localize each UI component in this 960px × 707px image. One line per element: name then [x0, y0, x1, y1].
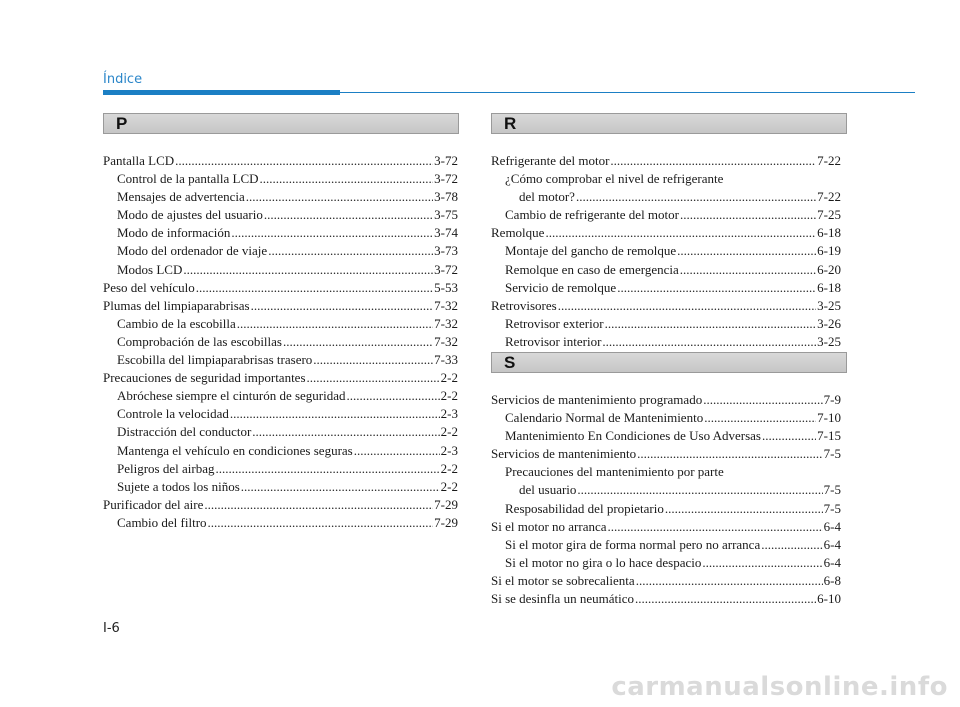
index-entry[interactable] — [103, 170, 458, 188]
index-page-ref: 7-22 — [817, 189, 841, 205]
section-letter-r: R — [504, 114, 517, 133]
index-entry-text: Si el motor gira de forma normal pero no arranca — [505, 536, 761, 552]
index-entry[interactable] — [103, 387, 458, 405]
index-entry[interactable] — [103, 514, 458, 532]
index-page-ref: 7-22 — [817, 153, 841, 168]
index-entry-text: Escobilla del limpiaparabrisas trasero — [117, 352, 313, 368]
index-page-ref: 2-3 — [440, 442, 458, 458]
leader-dots — [680, 261, 816, 279]
index-entry[interactable] — [103, 224, 458, 242]
index-entry-text: Modo de ajustes del usuario — [117, 207, 263, 223]
index-entry-text: Servicios de mantenimiento programado — [491, 392, 703, 407]
index-entry-text: Retrovisores — [491, 297, 557, 313]
index-page-ref: 7-29 — [434, 496, 458, 512]
index-page-ref: 5-53 — [434, 279, 458, 295]
index-entry-text: Si se desinfla un neumático — [491, 591, 634, 607]
index-entry-text: Distracción del conductor — [117, 424, 252, 440]
index-entry-text: Peso del vehículo — [103, 279, 195, 295]
index-entry-heading: ¿Cómo comprobar el nivel de refrigerante — [505, 171, 724, 187]
leader-dots — [237, 315, 433, 333]
index-entry-text: Purificador del aire — [103, 496, 204, 512]
index-entry[interactable] — [103, 261, 458, 279]
leader-dots — [241, 478, 440, 496]
index-page-ref: 6-8 — [823, 572, 841, 588]
leader-dots — [704, 409, 816, 427]
index-page-ref: 7-32 — [434, 315, 458, 331]
index-entry[interactable] — [103, 279, 458, 297]
index-column-p — [103, 152, 458, 532]
index-entry-text: Cambio de refrigerante del motor — [505, 207, 679, 223]
index-page-ref: 3-72 — [434, 153, 458, 168]
index-entry[interactable] — [491, 261, 841, 279]
index-entry[interactable] — [103, 405, 458, 423]
index-entry-text: Remolque — [491, 225, 545, 241]
index-entry-text: Mensajes de advertencia — [117, 189, 245, 205]
index-entry[interactable] — [491, 518, 841, 536]
index-entry-text: Cambio de la escobilla — [117, 315, 236, 331]
index-entry[interactable] — [103, 496, 458, 514]
index-page-ref: 7-5 — [823, 500, 841, 516]
index-column-s — [491, 391, 841, 608]
index-entry-text: del usuario — [519, 482, 577, 498]
leader-dots — [602, 333, 816, 351]
index-page-ref: 3-78 — [434, 189, 458, 205]
index-entry-text: Comprobación de las escobillas — [117, 333, 282, 349]
index-entry[interactable] — [103, 351, 458, 369]
leader-dots — [231, 224, 433, 242]
index-page-ref: 7-25 — [817, 207, 841, 223]
leader-dots — [283, 333, 433, 351]
index-page-ref: 7-5 — [823, 446, 841, 462]
index-entry-text: Si el motor no arranca — [491, 518, 607, 534]
index-page-ref: 7-9 — [823, 392, 841, 407]
index-entry[interactable] — [103, 442, 458, 460]
leader-dots — [636, 572, 823, 590]
index-page-ref: 3-25 — [817, 297, 841, 313]
section-header-p — [103, 113, 459, 134]
index-page-ref: 6-19 — [817, 243, 841, 259]
leader-dots — [347, 387, 440, 405]
leader-dots — [610, 152, 816, 170]
index-entry-text: Retrovisor exterior — [505, 315, 604, 331]
index-entry[interactable] — [491, 409, 841, 427]
index-entry[interactable] — [491, 297, 841, 315]
index-page-ref: 7-32 — [434, 333, 458, 349]
index-entry[interactable] — [491, 279, 841, 297]
leader-dots — [208, 514, 434, 532]
index-entry[interactable] — [491, 224, 841, 242]
leader-dots — [703, 391, 822, 409]
index-entry-text: del motor? — [519, 189, 575, 205]
index-entry[interactable] — [491, 206, 841, 224]
leader-dots — [313, 351, 433, 369]
index-entry[interactable] — [491, 242, 841, 260]
index-column-r — [491, 152, 841, 351]
index-page-ref: 2-2 — [440, 460, 458, 476]
index-page-ref: 3-26 — [817, 315, 841, 331]
leader-dots — [183, 261, 433, 279]
header-rule-thin — [340, 92, 915, 93]
index-page-ref: 2-2 — [440, 424, 458, 440]
index-entry-text: Refrigerante del motor — [491, 153, 610, 168]
index-entry-text: Sujete a todos los niños — [117, 478, 240, 494]
index-page-ref: 6-18 — [817, 225, 841, 241]
index-entry-text: Si el motor se sobrecalienta — [491, 572, 635, 588]
index-entry-text: Abróchese siempre el cinturón de seguridad — [117, 388, 346, 404]
index-entry-text: Modo del ordenador de viaje — [117, 243, 268, 259]
section-letter-s: S — [504, 353, 516, 372]
leader-dots — [215, 460, 439, 478]
index-entry-heading: Precauciones del mantenimiento por parte — [505, 464, 724, 480]
index-entry[interactable] — [491, 315, 841, 333]
leader-dots — [702, 554, 822, 572]
leader-dots — [354, 442, 440, 460]
leader-dots — [545, 224, 816, 242]
index-page-ref: 2-2 — [440, 388, 458, 404]
index-page-ref: 3-75 — [434, 207, 458, 223]
index-page-ref: 3-73 — [434, 243, 458, 259]
index-entry[interactable] — [103, 188, 458, 206]
index-entry-text: Mantenga el vehículo en condiciones seguras — [117, 442, 353, 458]
index-entry[interactable] — [103, 333, 458, 351]
index-page-ref: 3-72 — [434, 261, 458, 277]
index-entry[interactable] — [491, 481, 841, 499]
leader-dots — [251, 297, 434, 315]
leader-dots — [252, 423, 439, 441]
section-header-s — [491, 352, 847, 373]
index-entry[interactable] — [491, 333, 841, 351]
index-page-ref: 6-4 — [823, 518, 841, 534]
leader-dots — [558, 297, 816, 315]
leader-dots — [637, 445, 823, 463]
index-entry-text: Servicio de remolque — [505, 279, 617, 295]
leader-dots — [175, 152, 433, 170]
index-entry[interactable] — [491, 554, 841, 572]
index-entry-text: Retrovisor interior — [505, 333, 602, 349]
index-entry[interactable] — [491, 427, 841, 445]
watermark: carmanualsonline.info — [611, 672, 948, 702]
index-page-ref: 7-15 — [817, 428, 841, 444]
index-entry[interactable] — [491, 590, 841, 608]
leader-dots — [204, 496, 433, 514]
index-entry-text: Montaje del gancho de remolque — [505, 243, 677, 259]
index-entry[interactable] — [103, 460, 458, 478]
index-entry-text: Cambio del filtro — [117, 514, 207, 530]
index-entry[interactable] — [103, 369, 458, 387]
leader-dots — [307, 369, 440, 387]
index-entry-text: Peligros del airbag — [117, 460, 215, 476]
index-page-ref: 3-74 — [434, 225, 458, 241]
index-page-ref: 6-18 — [817, 279, 841, 295]
index-page-ref: 7-33 — [434, 352, 458, 368]
leader-dots — [635, 590, 816, 608]
index-entry-text: Si el motor no gira o lo hace despacio — [505, 554, 702, 570]
index-entry-text: Remolque en caso de emergencia — [505, 261, 679, 277]
index-entry[interactable] — [103, 478, 458, 496]
index-title: Índice — [103, 72, 143, 87]
index-entry[interactable] — [491, 188, 841, 206]
index-page-ref: 7-29 — [434, 514, 458, 530]
index-entry-text: Mantenimiento En Condiciones de Uso Adversas — [505, 428, 761, 444]
index-entry[interactable] — [491, 391, 841, 409]
leader-dots — [605, 315, 817, 333]
index-entry[interactable] — [491, 445, 841, 463]
leader-dots — [260, 170, 434, 188]
index-entry[interactable] — [491, 500, 841, 518]
index-page-ref: 2-2 — [440, 370, 458, 386]
leader-dots — [617, 279, 816, 297]
leader-dots — [268, 242, 433, 260]
page-number: I-6 — [103, 621, 120, 636]
section-letter-p: P — [116, 114, 128, 133]
leader-dots — [677, 242, 816, 260]
index-entry-text: Pantalla LCD — [103, 153, 175, 168]
index-page-ref: 2-2 — [440, 478, 458, 494]
index-entry[interactable] — [491, 536, 841, 554]
index-entry[interactable] — [103, 152, 458, 170]
index-page-ref: 3-72 — [434, 171, 458, 187]
leader-dots — [577, 481, 822, 499]
index-page-ref: 7-5 — [823, 482, 841, 498]
index-page-ref: 6-4 — [823, 536, 841, 552]
leader-dots — [608, 518, 823, 536]
leader-dots — [762, 427, 816, 445]
index-page-ref: 6-4 — [823, 554, 841, 570]
index-page-ref: 7-10 — [817, 410, 841, 426]
index-entry-text: Control de la pantalla LCD — [117, 171, 259, 187]
leader-dots — [761, 536, 822, 554]
leader-dots — [680, 206, 816, 224]
index-entry-text: Precauciones de seguridad importantes — [103, 370, 306, 386]
index-entry[interactable] — [103, 423, 458, 441]
leader-dots — [264, 206, 433, 224]
header-rule-thick — [103, 90, 340, 95]
index-entry-text: Resposabilidad del propietario — [505, 500, 664, 516]
index-page-ref: 2-3 — [440, 406, 458, 422]
index-page-ref: 7-32 — [434, 297, 458, 313]
index-entry[interactable] — [103, 242, 458, 260]
index-entry-text: Servicios de mantenimiento — [491, 446, 637, 462]
index-entry[interactable] — [103, 297, 458, 315]
index-page-ref: 3-25 — [817, 333, 841, 349]
index-page-ref: 6-20 — [817, 261, 841, 277]
index-page-ref: 6-10 — [817, 591, 841, 607]
index-entry-text: Modos LCD — [117, 261, 183, 277]
index-entry[interactable] — [103, 315, 458, 333]
index-entry-text: Calendario Normal de Mantenimiento — [505, 410, 704, 426]
index-entry-text: Controle la velocidad — [117, 406, 229, 422]
leader-dots — [665, 500, 823, 518]
index-entry[interactable] — [491, 152, 841, 170]
leader-dots — [196, 279, 433, 297]
section-header-r — [491, 113, 847, 134]
index-entry-text: Modo de información — [117, 225, 231, 241]
leader-dots — [230, 405, 440, 423]
index-entry[interactable] — [491, 572, 841, 590]
index-entry[interactable] — [103, 206, 458, 224]
leader-dots — [246, 188, 433, 206]
index-entry-text: Plumas del limpiaparabrisas — [103, 297, 250, 313]
leader-dots — [576, 188, 816, 206]
